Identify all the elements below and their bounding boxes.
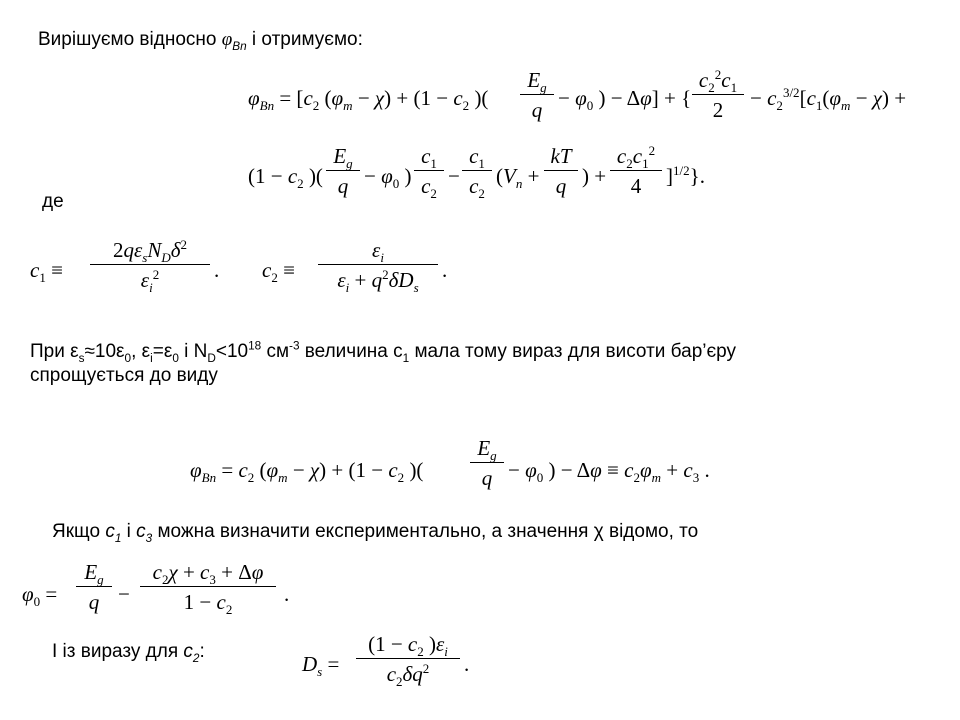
p2-exp-m3: -3	[289, 339, 300, 353]
p2-exp-18: 18	[248, 339, 262, 353]
equation-phi0: $\varphi_0$ = $\frac{E_g}{q}$ − $\frac{c_2\chi + c_3 + \Delta\varphi}{1 - c_2}$ .	[22, 560, 290, 618]
p3-part3: можна визначити експериментально, а значення χ відомо, то	[152, 521, 699, 542]
equation-phi-line1: $\varphi_{Bn} = [c_2$ $(\varphi_m - \chi) + (1 - c_2$ )( $\frac{E_g}{q}$ − $\varphi_0$ ) − Δφ] + { $\frac{c_2^2c_1}{2}$ − $c_2^{3/2}[c_1(\varphi_m - \chi)$ +	[248, 67, 907, 122]
p2-sub-d: D	[207, 351, 216, 365]
p2-sub-i: i	[150, 351, 153, 365]
p4-part1: І із виразу для	[52, 641, 184, 662]
paragraph-c2-expression	[52, 640, 205, 664]
p2-part3: , ε	[131, 341, 151, 362]
p3-part1: Якщо	[52, 521, 106, 542]
p2-part5: і N	[178, 341, 208, 362]
intro-line	[38, 28, 363, 52]
phi-symbol: φ	[221, 29, 233, 50]
p2-sub-s: s	[78, 351, 85, 365]
phi-sub: Bn	[232, 39, 247, 53]
p3-c3-sub: 3	[145, 531, 153, 545]
p2-part4: =ε	[152, 341, 173, 362]
p2-part1: При ε	[30, 341, 79, 362]
p3-c1: c	[105, 521, 115, 542]
intro-lead: Вирішуємо відносно	[38, 29, 222, 50]
p3-c3: c	[136, 521, 146, 542]
p2-part9: мала тому вираз для висоти бар’єру	[409, 341, 737, 362]
p4-part2: :	[199, 641, 205, 662]
label-de: де	[42, 191, 64, 212]
intro-tail: і отримуємо:	[246, 29, 363, 50]
p4-c2-sub: 2	[192, 651, 200, 665]
p3-part2: і	[121, 521, 137, 542]
equation-phi-line2: ($1 - c_2$ )( $\frac{E_g}{q}$ − $\varphi_0$ ) $\frac{c_1}{c_2}$ − $\frac{c_1}{c_2}$ ($V_n$ + $\frac{kT}{q}$ ) + $\frac{c_2c_1^2}{4}$ ]$^{1/2}$}.	[248, 143, 705, 202]
p3-c1-sub: 1	[114, 531, 122, 545]
p2-sub-0a: 0	[124, 351, 132, 365]
equation-phi-simplified: $\varphi_{Bn} = c_2$ $(\varphi_m - \chi) + (1 - c_2$ )( $\frac{E_g}{q}$ − $\varphi_0$ ) − $\Delta\varphi \equiv c_2\varphi_m + c_3$ .	[190, 436, 710, 490]
p2-part6: <10	[215, 341, 249, 362]
equation-ds: $D_s$ = $\frac{(1 - c_2 )\varepsilon_i}{c_2\delta q^2}$ .	[302, 632, 470, 690]
p2-sub-1: 1	[402, 351, 410, 365]
paragraph-condition-line2: спрощується до виду	[30, 365, 218, 386]
p2-part7: см	[261, 341, 290, 362]
p2-part2: ≈10ε	[84, 341, 125, 362]
equation-c2: $c_2$ ≡ $\varepsilon_i$ $\varepsilon_i + q^2\delta D_s$ .	[262, 238, 448, 296]
p2-part8: величина с	[299, 341, 403, 362]
p2-sub-0b: 0	[172, 351, 179, 365]
equation-c1: $c_1$ ≡ $2q\varepsilon_sN_D\delta^2$ $\varepsilon_i^2$ .	[30, 237, 220, 296]
paragraph-experimental	[52, 520, 698, 544]
paragraph-condition	[30, 340, 736, 364]
p4-c2: c	[183, 641, 193, 662]
